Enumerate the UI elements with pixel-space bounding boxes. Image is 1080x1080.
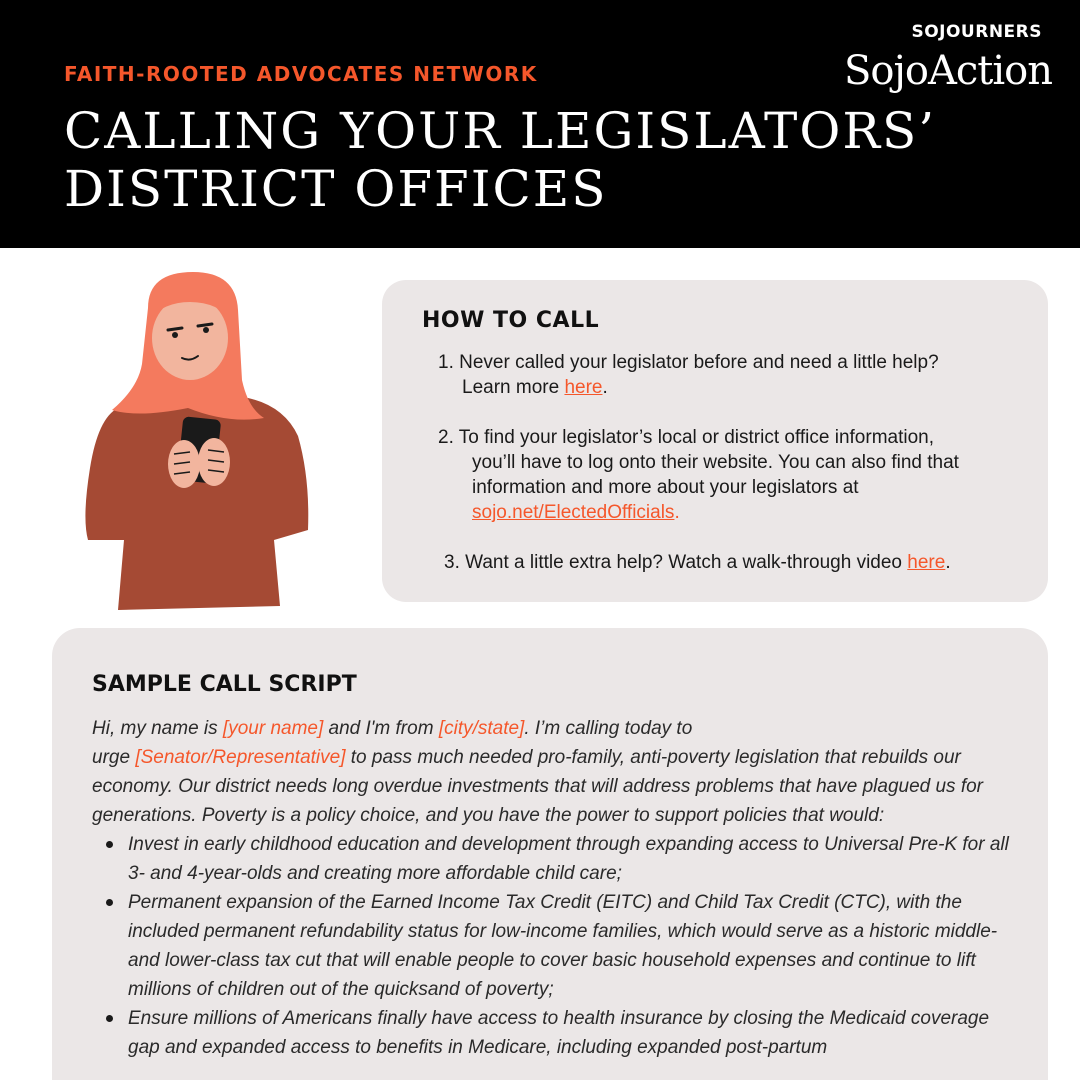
- left-eye: [168, 328, 182, 330]
- face-shape: [152, 296, 228, 380]
- elected-officials-link[interactable]: sojo.net/ElectedOfficials: [472, 502, 675, 523]
- item-number: 3.: [444, 552, 460, 573]
- how-to-call-card: [382, 280, 1048, 602]
- script-title: SAMPLE CALL SCRIPT: [92, 672, 357, 697]
- punctuation: .: [945, 552, 951, 573]
- title-line-1: CALLING YOUR LEGISLATORS’: [64, 102, 937, 160]
- item-text: Never called your legislator before and need a little help?: [459, 352, 939, 373]
- script-text: . I’m calling today to: [524, 718, 693, 739]
- script-text: Hi, my name is: [92, 718, 223, 739]
- how-item-1: [438, 350, 939, 400]
- learn-more-link[interactable]: here: [564, 377, 603, 398]
- script-text: to pass much needed pro-family, anti-poverty legislation that rebuilds our economy. Our district needs long overdue investments that will address problems that have plagued us for generations. Poverty is a policy choice, and you have the power to support policies that would:: [92, 747, 984, 826]
- woman-with-phone-illustration: [78, 268, 318, 613]
- policy-item: Invest in early childhood education and development through expanding access to Universal Pre-K for all 3- and 4-year-olds and creating more affordable child care;: [92, 830, 1012, 888]
- placeholder-city: [city/state]: [438, 718, 525, 739]
- script-text: and I'm from: [323, 718, 439, 739]
- item-text: you’ll have to log onto their website. You can also find that: [472, 452, 959, 473]
- item-number: 2.: [438, 427, 454, 448]
- placeholder-representative: [Senator/Representative]: [135, 747, 346, 768]
- title-line-2: DISTRICT OFFICES: [64, 160, 608, 218]
- script-text: urge: [92, 747, 136, 768]
- policy-item: Ensure millions of Americans finally have access to health insurance by closing the Medicaid coverage gap and expanded access to benefits in Medicare, including expanded post-partum: [92, 1004, 1012, 1062]
- item-text: information and more about your legislators at: [472, 477, 859, 498]
- header-banner: [0, 0, 1080, 248]
- left-hand: [168, 440, 200, 488]
- script-body: [92, 714, 1012, 1062]
- item-number: 1.: [438, 352, 454, 373]
- script-intro-line: [92, 714, 1012, 743]
- how-item-2: [438, 425, 959, 525]
- how-to-call-title: HOW TO CALL: [422, 308, 600, 333]
- item-text: Learn more: [462, 377, 565, 398]
- sojoaction-logo-text: SojoAction: [844, 48, 1052, 94]
- policy-item: Permanent expansion of the Earned Income Tax Credit (EITC) and Child Tax Credit (CTC), with the included permanent refundability status for low-income families, which would serve as a historic middle- and lower-class tax cut that will enable people to cover basic household expenses and continue to lift millions of children out of the quicksand of poverty;: [92, 888, 1012, 1004]
- how-item-3: [444, 550, 951, 575]
- page-title: [64, 102, 936, 218]
- punctuation: .: [602, 377, 608, 398]
- item-text: To find your legislator’s local or district office information,: [458, 427, 935, 448]
- right-eye: [198, 324, 212, 326]
- item-text: Want a little extra help? Watch a walk-through video: [465, 552, 908, 573]
- policy-list: [92, 830, 1012, 1062]
- right-hand: [198, 438, 230, 486]
- walkthrough-video-link[interactable]: here: [907, 552, 946, 573]
- script-paragraph: [92, 743, 1012, 830]
- placeholder-name: [your name]: [222, 718, 324, 739]
- sojourners-logo-text: SOJOURNERS: [911, 22, 1042, 42]
- punctuation: .: [674, 502, 680, 523]
- network-label: FAITH-ROOTED ADVOCATES NETWORK: [64, 62, 538, 86]
- sample-call-script-card: [52, 628, 1048, 1080]
